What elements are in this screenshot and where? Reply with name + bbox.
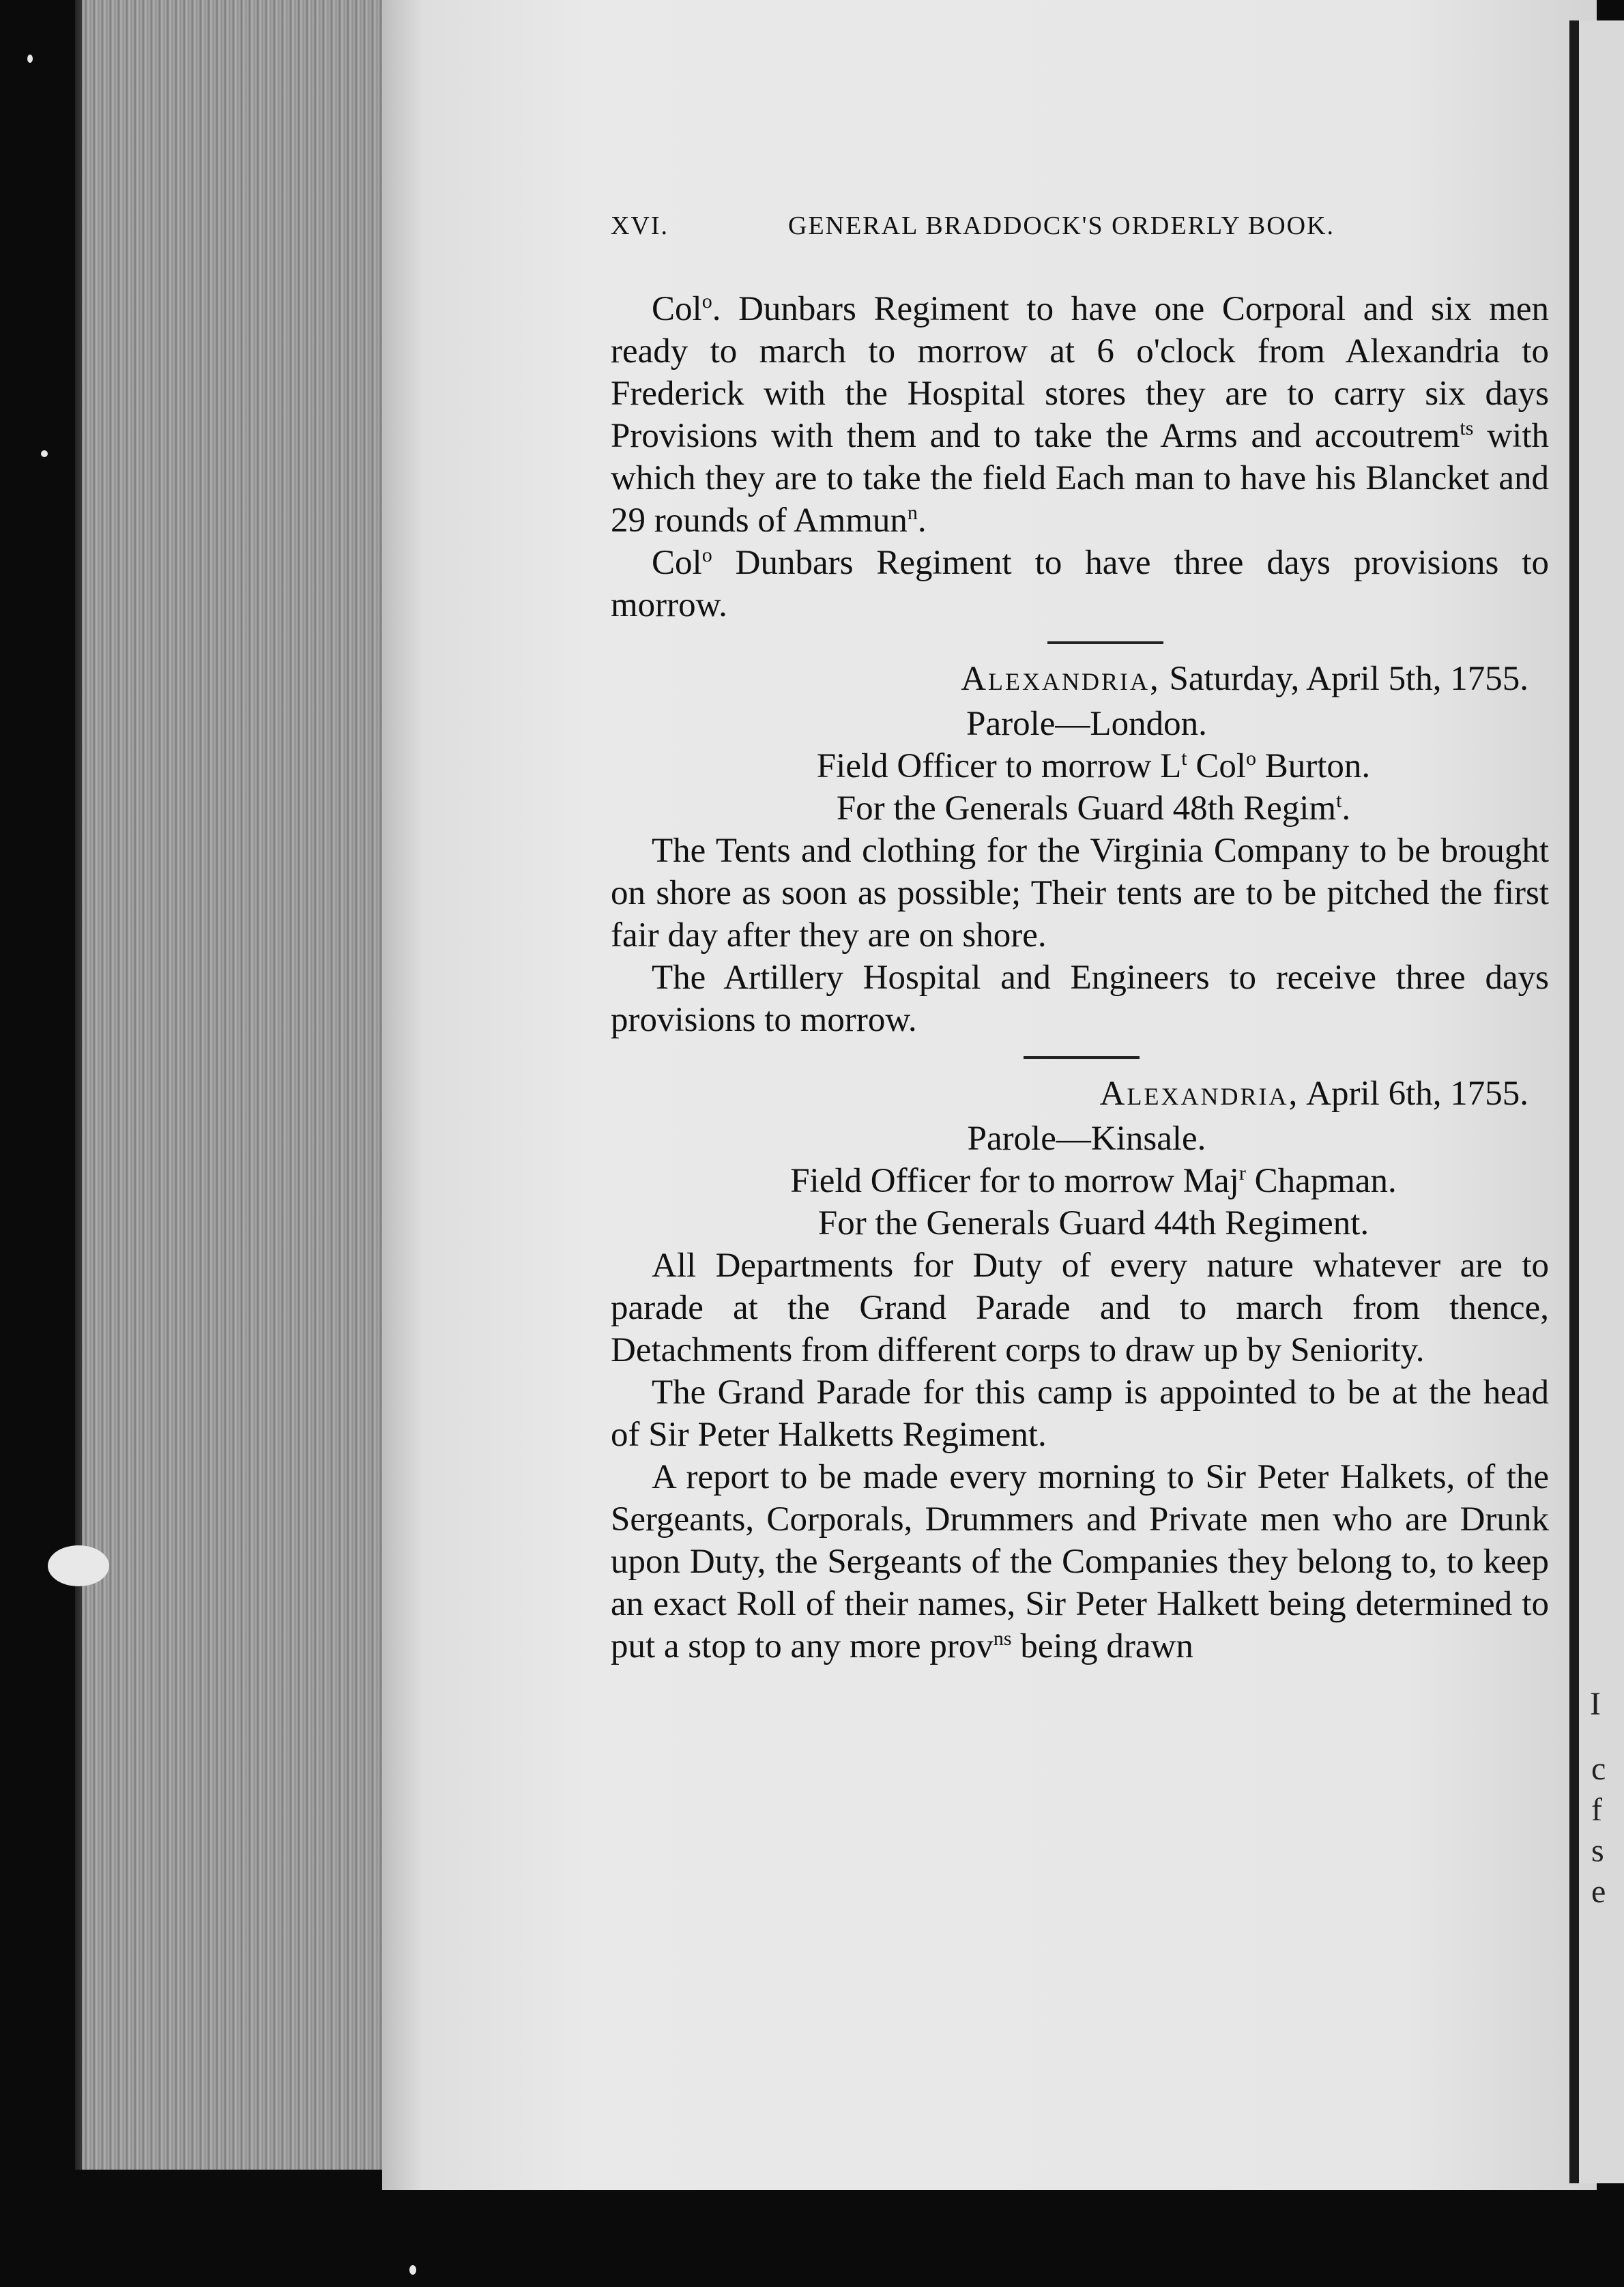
entry-date: April 6th, 1755. — [1299, 1075, 1528, 1113]
place-name: Alexandria, — [1099, 1075, 1300, 1113]
paragraph: The Grand Parade for this camp is appointed to be at the head of Sir Peter Halketts Regiment. — [611, 1373, 1549, 1454]
page-text — [611, 205, 1549, 1667]
section-divider — [1047, 641, 1163, 644]
place-name: Alexandria, — [961, 660, 1161, 698]
paragraph: Col$^o$ Dunbars Regiment to have three days provisions to morrow. — [611, 544, 1549, 624]
next-page-letter: e — [1591, 1874, 1606, 1910]
scan-speck — [409, 2265, 416, 2275]
paragraph: A report to be made every morning to Sir Peter Halkets, of the Sergeants, Corporals, Drummers and Private men who are Drunk upon Duty, the Sergeants of the Companies they belong to, to keep an exact Roll of their names, Sir Peter Halkett being determined to put a stop to any more prov$^{ns}$ being drawn — [611, 1458, 1549, 1665]
running-header — [611, 205, 1549, 247]
entry-dateline — [611, 1073, 1549, 1115]
book-page-edges — [82, 0, 392, 2170]
next-page-letter: s — [1591, 1833, 1604, 1869]
entry-dateline — [611, 658, 1549, 700]
parole-line: Parole—London. — [966, 705, 1207, 743]
next-page-letter: f — [1591, 1792, 1602, 1828]
next-page-letter: c — [1591, 1751, 1606, 1787]
section-divider — [1024, 1056, 1140, 1059]
paragraph: Col$^o$. Dunbars Regiment to have one Corporal and six men ready to march to morrow at 6 o'clock from Alexandria to Frederick with the Hospital stores they are to carry six days Provisions with them and to take the Arms and accoutrem$^{ts}$ with which they are to take the field Each man to have his Blancket and 29 rounds of Ammun$^n$. — [611, 290, 1549, 540]
scan-speck — [27, 55, 33, 63]
field-officer-line: Field Officer to morrow $L^t$ Col$^o$ Burton. — [816, 747, 1371, 785]
paragraph: The Artillery Hospital and Engineers to receive three days provisions to morrow. — [611, 959, 1549, 1039]
running-title: GENERAL BRADDOCK'S ORDERLY BOOK. — [788, 212, 1335, 240]
scan-speck — [41, 450, 48, 457]
page-number: XVI. — [611, 212, 669, 240]
next-page-letter: I — [1590, 1686, 1601, 1722]
entry-date: Saturday, April 5th, 1755. — [1160, 660, 1528, 698]
paragraph: All Departments for Duty of every nature whatever are to parade at the Grand Parade and to march from thence, Detachments from different corps to draw up by Seniority. — [611, 1247, 1549, 1369]
generals-guard-line: For the Generals Guard 48th Regim$^t$. — [836, 789, 1351, 828]
paragraph: The Tents and clothing for the Virginia Company to be brought on shore as soon as possible; Their tents are to be pitched the first fair day after they are on shore. — [611, 832, 1549, 955]
field-officer-line: Field Officer for to morrow Maj$^r$ Chapman. — [790, 1162, 1397, 1200]
parole-line: Parole—Kinsale. — [967, 1120, 1206, 1158]
generals-guard-line: For the Generals Guard 44th Regiment. — [817, 1204, 1369, 1242]
scan-speck — [48, 1545, 109, 1586]
